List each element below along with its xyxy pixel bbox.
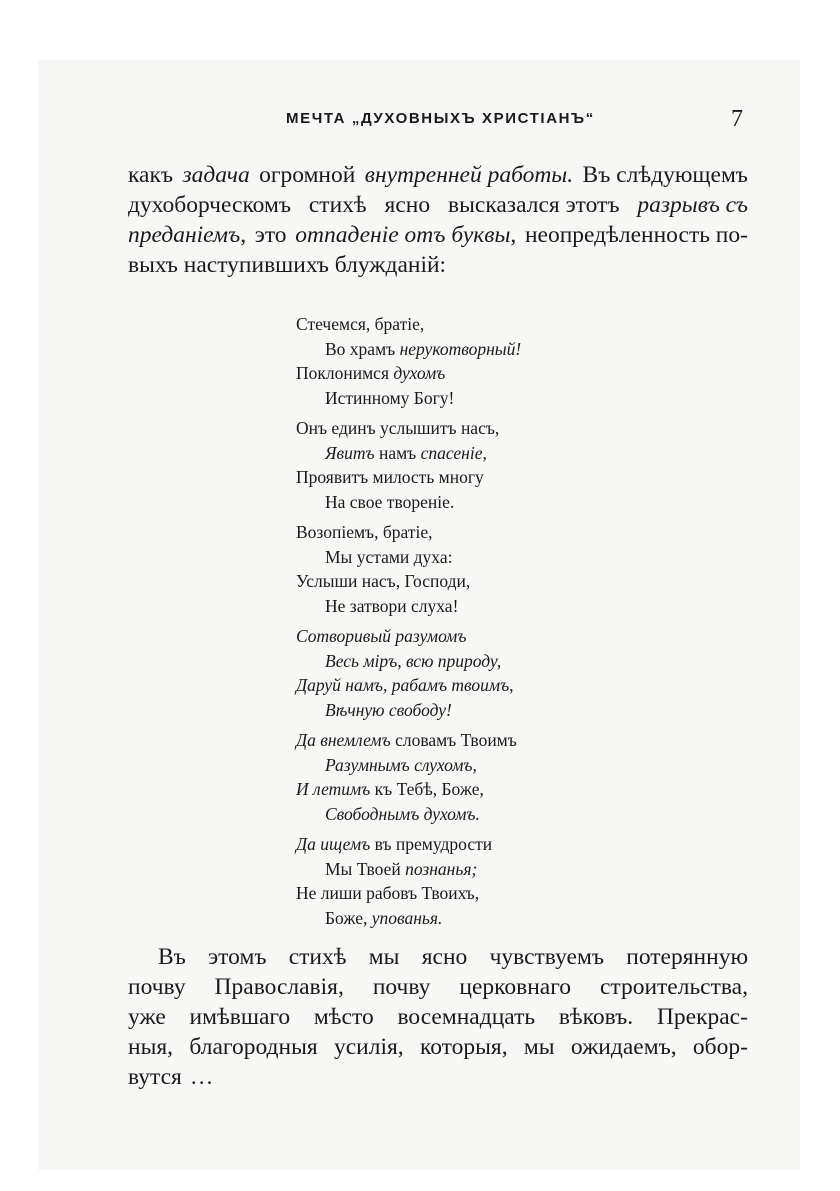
word: Въ	[158, 944, 186, 970]
word: стихѣ	[308, 192, 367, 218]
paragraph-intro	[128, 160, 748, 280]
verse-text: Поклонимся	[296, 363, 389, 383]
word: этомъ	[208, 944, 267, 970]
verse-line: Не затвори слуха!	[325, 595, 459, 616]
word: Въ слѣдующемъ	[582, 162, 748, 188]
verse-italic: духомъ	[393, 363, 446, 383]
word: …	[189, 1064, 214, 1090]
verse-text: словамъ Твоимъ	[395, 730, 517, 750]
verse-line: Вѣчную свободу!	[325, 699, 452, 720]
verse-italic: спасеніе,	[420, 442, 487, 463]
text-line	[128, 1032, 748, 1062]
verse-line	[296, 337, 521, 362]
verse-italic: познанья;	[405, 858, 478, 879]
verse-line: Свободнымъ духомъ.	[325, 803, 480, 824]
verse-text: Мы Твоей	[325, 858, 401, 879]
word: благородныя	[189, 1034, 318, 1060]
paragraph-conclusion	[128, 942, 748, 1092]
word: восемнадцать	[397, 1004, 536, 1030]
poem-stanza	[296, 416, 521, 514]
word: вутся	[128, 1064, 182, 1090]
word: Православія,	[214, 974, 344, 1000]
verse-italic: Явитъ	[325, 442, 375, 463]
italic-phrase: разрывъ съ	[637, 192, 748, 218]
word: ныя,	[128, 1034, 174, 1060]
verse-line	[296, 857, 521, 882]
word: какъ	[128, 162, 174, 188]
poem-stanza	[296, 624, 521, 722]
word: усилія,	[333, 1034, 404, 1060]
verse-text: Боже,	[325, 907, 368, 928]
word: неопредѣленность по-	[524, 222, 748, 248]
word: которыя,	[420, 1034, 508, 1060]
page-number: 7	[731, 106, 743, 132]
verse-text: намъ	[378, 442, 417, 463]
verse-line	[296, 777, 521, 802]
word: стихѣ	[288, 944, 347, 970]
word: имѣвшаго	[189, 1004, 291, 1030]
poem-stanza	[296, 520, 521, 618]
verse-line: Онъ единъ услышитъ насъ,	[296, 418, 500, 438]
italic-phrase: внутренней работы.	[364, 162, 574, 188]
text-line	[128, 1062, 748, 1092]
word: вѣковъ.	[558, 1004, 634, 1030]
verse-line: Мы устами духа:	[325, 546, 453, 567]
verse-line: Проявитъ милость многу	[296, 467, 484, 487]
word: почву	[128, 974, 186, 1000]
verse-line: Разумнымъ слухомъ,	[325, 754, 477, 775]
word: чувствуемъ	[489, 944, 604, 970]
word: почву	[372, 974, 431, 1000]
text-line	[128, 160, 748, 190]
text-line	[128, 1002, 748, 1032]
verse-text: въ премудрости	[374, 834, 493, 854]
word: Прекрас-	[656, 1004, 748, 1030]
italic-phrase: задача	[182, 162, 250, 188]
text-line	[128, 250, 748, 280]
verse-line	[296, 361, 521, 386]
word: огромной	[259, 162, 356, 188]
word: мѣсто	[313, 1004, 374, 1030]
verse-italic: Да ищемъ	[296, 834, 371, 854]
word: обор-	[692, 1034, 748, 1060]
text-line	[128, 220, 748, 250]
verse-italic: И летимъ	[296, 779, 371, 799]
word: высказался этотъ	[448, 192, 620, 218]
text-line	[128, 190, 748, 220]
word: духоборческомъ	[128, 192, 291, 218]
word: ясно	[384, 192, 431, 218]
poem-stanza	[296, 728, 521, 826]
poem-stanza	[296, 832, 521, 930]
poem-stanza	[296, 312, 521, 410]
verse-line: Истинному Богу!	[325, 387, 455, 408]
word: потерянную	[626, 944, 748, 970]
verse-text: Во храмъ	[325, 338, 396, 359]
poem	[296, 312, 521, 936]
verse-italic: Да внемлемъ	[296, 730, 391, 750]
verse-line	[296, 906, 521, 931]
verse-line: Стечемся, братіе,	[296, 314, 425, 334]
verse-line: Даруй намъ, рабамъ твоимъ,	[296, 675, 514, 695]
verse-line: Сотворивый разумомъ	[296, 626, 467, 646]
word: ясно	[421, 944, 468, 970]
word: ожидаемъ,	[570, 1034, 677, 1060]
word: церковнаго	[459, 974, 572, 1000]
verse-line	[296, 728, 521, 753]
word: выхъ наступившихъ блужданій:	[128, 252, 447, 278]
verse-text: къ Тебѣ, Боже,	[374, 779, 484, 799]
verse-line: Услыши насъ, Господи,	[296, 571, 471, 591]
italic-phrase: отпаденіе отъ буквы,	[295, 222, 517, 248]
word: это	[254, 222, 287, 248]
text-line	[128, 972, 748, 1002]
word: мы	[368, 944, 400, 970]
verse-line	[296, 441, 521, 466]
verse-line: Весь міръ, всю природу,	[325, 650, 502, 671]
word: уже	[128, 1004, 166, 1030]
running-title: МЕЧТА „ДУХОВНЫХЪ ХРИСТІАНЪ“	[286, 110, 595, 127]
verse-line	[296, 832, 521, 857]
verse-line: Не лиши рабовъ Твоихъ,	[296, 883, 480, 903]
italic-phrase: преданіемъ,	[128, 222, 247, 248]
running-head	[0, 106, 840, 136]
verse-italic: упованья.	[371, 907, 443, 928]
word: мы	[523, 1034, 555, 1060]
verse-italic: нерукотворный!	[399, 338, 522, 359]
text-line	[128, 942, 748, 972]
word: строительства,	[599, 974, 748, 1000]
verse-line: На свое твореніе.	[325, 491, 455, 512]
verse-line: Возопіемъ, братіе,	[296, 522, 433, 542]
